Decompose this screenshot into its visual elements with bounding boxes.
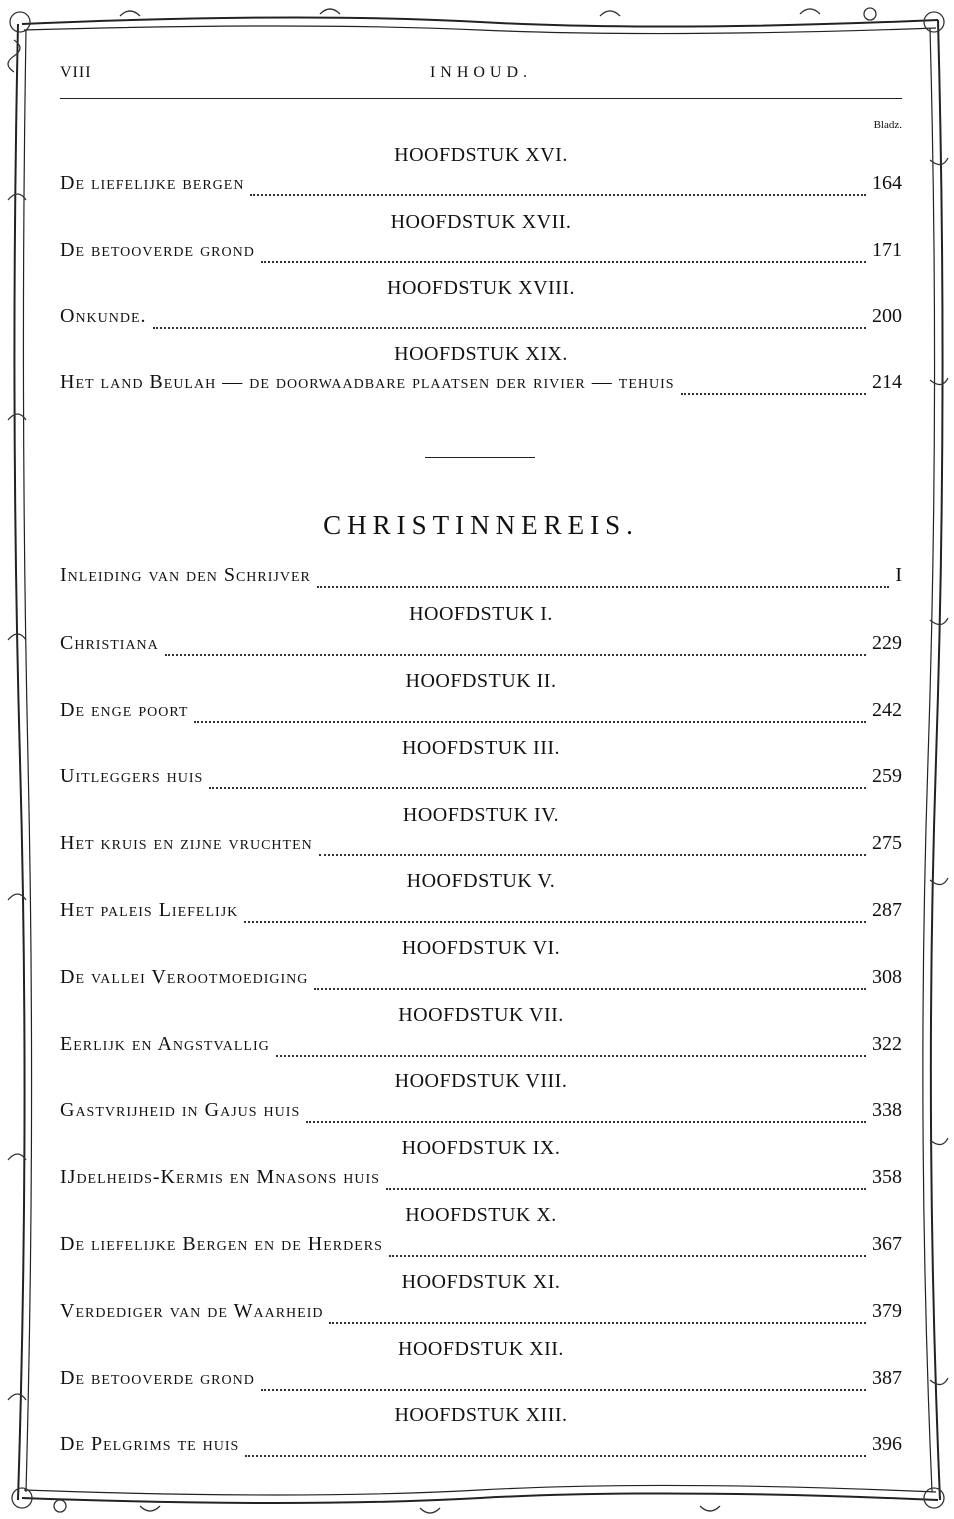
toc-entry <box>60 1033 902 1063</box>
entry-title: De liefelijke Bergen en de Herders <box>60 1233 383 1255</box>
dot-leader <box>261 261 866 263</box>
part-title: CHRISTINNEREIS. <box>323 510 639 540</box>
chapter-heading: HOOFDSTUK XIII. <box>394 1404 568 1426</box>
dot-leader <box>386 1188 866 1190</box>
entry-page: 200 <box>872 305 902 327</box>
entry-title: De betooverde grond <box>60 1367 255 1389</box>
toc-entry <box>60 239 902 269</box>
toc-entry <box>60 699 902 729</box>
running-title: INHOUD. <box>429 64 533 81</box>
entry-title: De betooverde grond <box>60 239 255 261</box>
entry-title: De Pelgrims te huis <box>60 1433 240 1455</box>
chapter-heading: HOOFDSTUK XIX. <box>394 343 568 365</box>
dot-leader <box>244 921 866 923</box>
toc-entry <box>60 371 902 401</box>
chapter-heading: HOOFDSTUK XVIII. <box>387 277 575 299</box>
toc-entry <box>60 765 902 795</box>
entry-title: Onkunde. <box>60 305 147 327</box>
entry-title: Uitleggers huis <box>60 765 204 787</box>
dot-leader <box>250 194 866 196</box>
chapter-heading: HOOFDSTUK XI. <box>401 1271 561 1293</box>
entry-page: 367 <box>872 1233 902 1255</box>
entry-page: 358 <box>872 1166 902 1188</box>
chapter-heading: HOOFDSTUK XVI. <box>394 144 568 166</box>
chapter-heading: HOOFDSTUK IX. <box>401 1137 561 1159</box>
toc-entry <box>60 966 902 996</box>
toc-entry <box>60 1433 902 1463</box>
section-divider <box>425 457 535 458</box>
entry-title: Inleiding van den Schrijver <box>60 564 311 586</box>
entry-title: Verdediger van de Waarheid <box>60 1300 324 1322</box>
entry-title: Het land Beulah — de doorwaadbare plaatsen der rivier — tehuis <box>60 371 675 393</box>
entry-page: 287 <box>872 899 902 921</box>
chapter-heading: HOOFDSTUK VII. <box>398 1004 564 1026</box>
entry-title: Eerlijk en Angstvallig <box>60 1033 270 1055</box>
dot-leader <box>306 1121 866 1123</box>
entry-page: 214 <box>872 371 902 393</box>
entry-page: 259 <box>872 765 902 787</box>
entry-title: IJdelheids-Kermis en Mnasons huis <box>60 1166 380 1188</box>
toc-entry <box>60 899 902 929</box>
dot-leader <box>194 721 866 723</box>
chapter-heading: HOOFDSTUK II. <box>405 670 557 692</box>
chapter-heading: HOOFDSTUK XII. <box>398 1338 564 1360</box>
dot-leader <box>245 1455 866 1457</box>
toc-entry <box>60 632 902 662</box>
entry-title: De vallei Verootmoediging <box>60 966 309 988</box>
dot-leader <box>329 1322 866 1324</box>
page-column-label: Bladz. <box>873 119 902 131</box>
dot-leader <box>319 854 866 856</box>
toc-entry <box>60 172 902 202</box>
entry-page: 308 <box>872 966 902 988</box>
toc-entry <box>60 1099 902 1129</box>
entry-title: Gastvrijheid in Gajus huis <box>60 1099 301 1121</box>
running-header <box>60 64 902 84</box>
entry-title: Het kruis en zijne vruchten <box>60 832 313 854</box>
chapter-heading: HOOFDSTUK X. <box>405 1204 557 1226</box>
dot-leader <box>681 393 866 395</box>
table-of-contents-page <box>60 0 902 1519</box>
toc-entry <box>60 1233 902 1263</box>
entry-page: 322 <box>872 1033 902 1055</box>
toc-entry <box>60 1367 902 1397</box>
chapter-heading: HOOFDSTUK XVII. <box>390 211 572 233</box>
dot-leader <box>317 586 889 588</box>
entry-page: 164 <box>872 172 902 194</box>
dot-leader <box>165 654 866 656</box>
dot-leader <box>276 1055 866 1057</box>
entry-title: De liefelijke bergen <box>60 172 245 194</box>
chapter-heading: HOOFDSTUK V. <box>406 870 556 892</box>
toc-entry <box>60 832 902 862</box>
entry-page: 338 <box>872 1099 902 1121</box>
entry-title: Christiana <box>60 632 159 654</box>
dot-leader <box>314 988 866 990</box>
toc-entry <box>60 305 902 335</box>
entry-title: De enge poort <box>60 699 189 721</box>
page-number: VIII <box>60 64 92 81</box>
dot-leader <box>389 1255 866 1257</box>
entry-page: I <box>895 564 902 586</box>
chapter-heading: HOOFDSTUK VI. <box>401 937 561 959</box>
dot-leader <box>153 327 866 329</box>
dot-leader <box>209 787 866 789</box>
entry-page: 379 <box>872 1300 902 1322</box>
entry-page: 171 <box>872 239 902 261</box>
chapter-heading: HOOFDSTUK VIII. <box>394 1070 568 1092</box>
entry-page: 229 <box>872 632 902 654</box>
toc-entry <box>60 1166 902 1196</box>
chapter-heading: HOOFDSTUK I. <box>409 603 553 625</box>
header-rule <box>60 98 902 99</box>
dot-leader <box>261 1389 866 1391</box>
entry-page: 242 <box>872 699 902 721</box>
entry-page: 396 <box>872 1433 902 1455</box>
toc-entry-introduction <box>60 564 902 594</box>
chapter-heading: HOOFDSTUK III. <box>401 737 561 759</box>
chapter-heading: HOOFDSTUK IV. <box>402 804 560 826</box>
entry-title: Het paleis Liefelijk <box>60 899 239 921</box>
entry-page: 275 <box>872 832 902 854</box>
toc-entry <box>60 1300 902 1330</box>
entry-page: 387 <box>872 1367 902 1389</box>
